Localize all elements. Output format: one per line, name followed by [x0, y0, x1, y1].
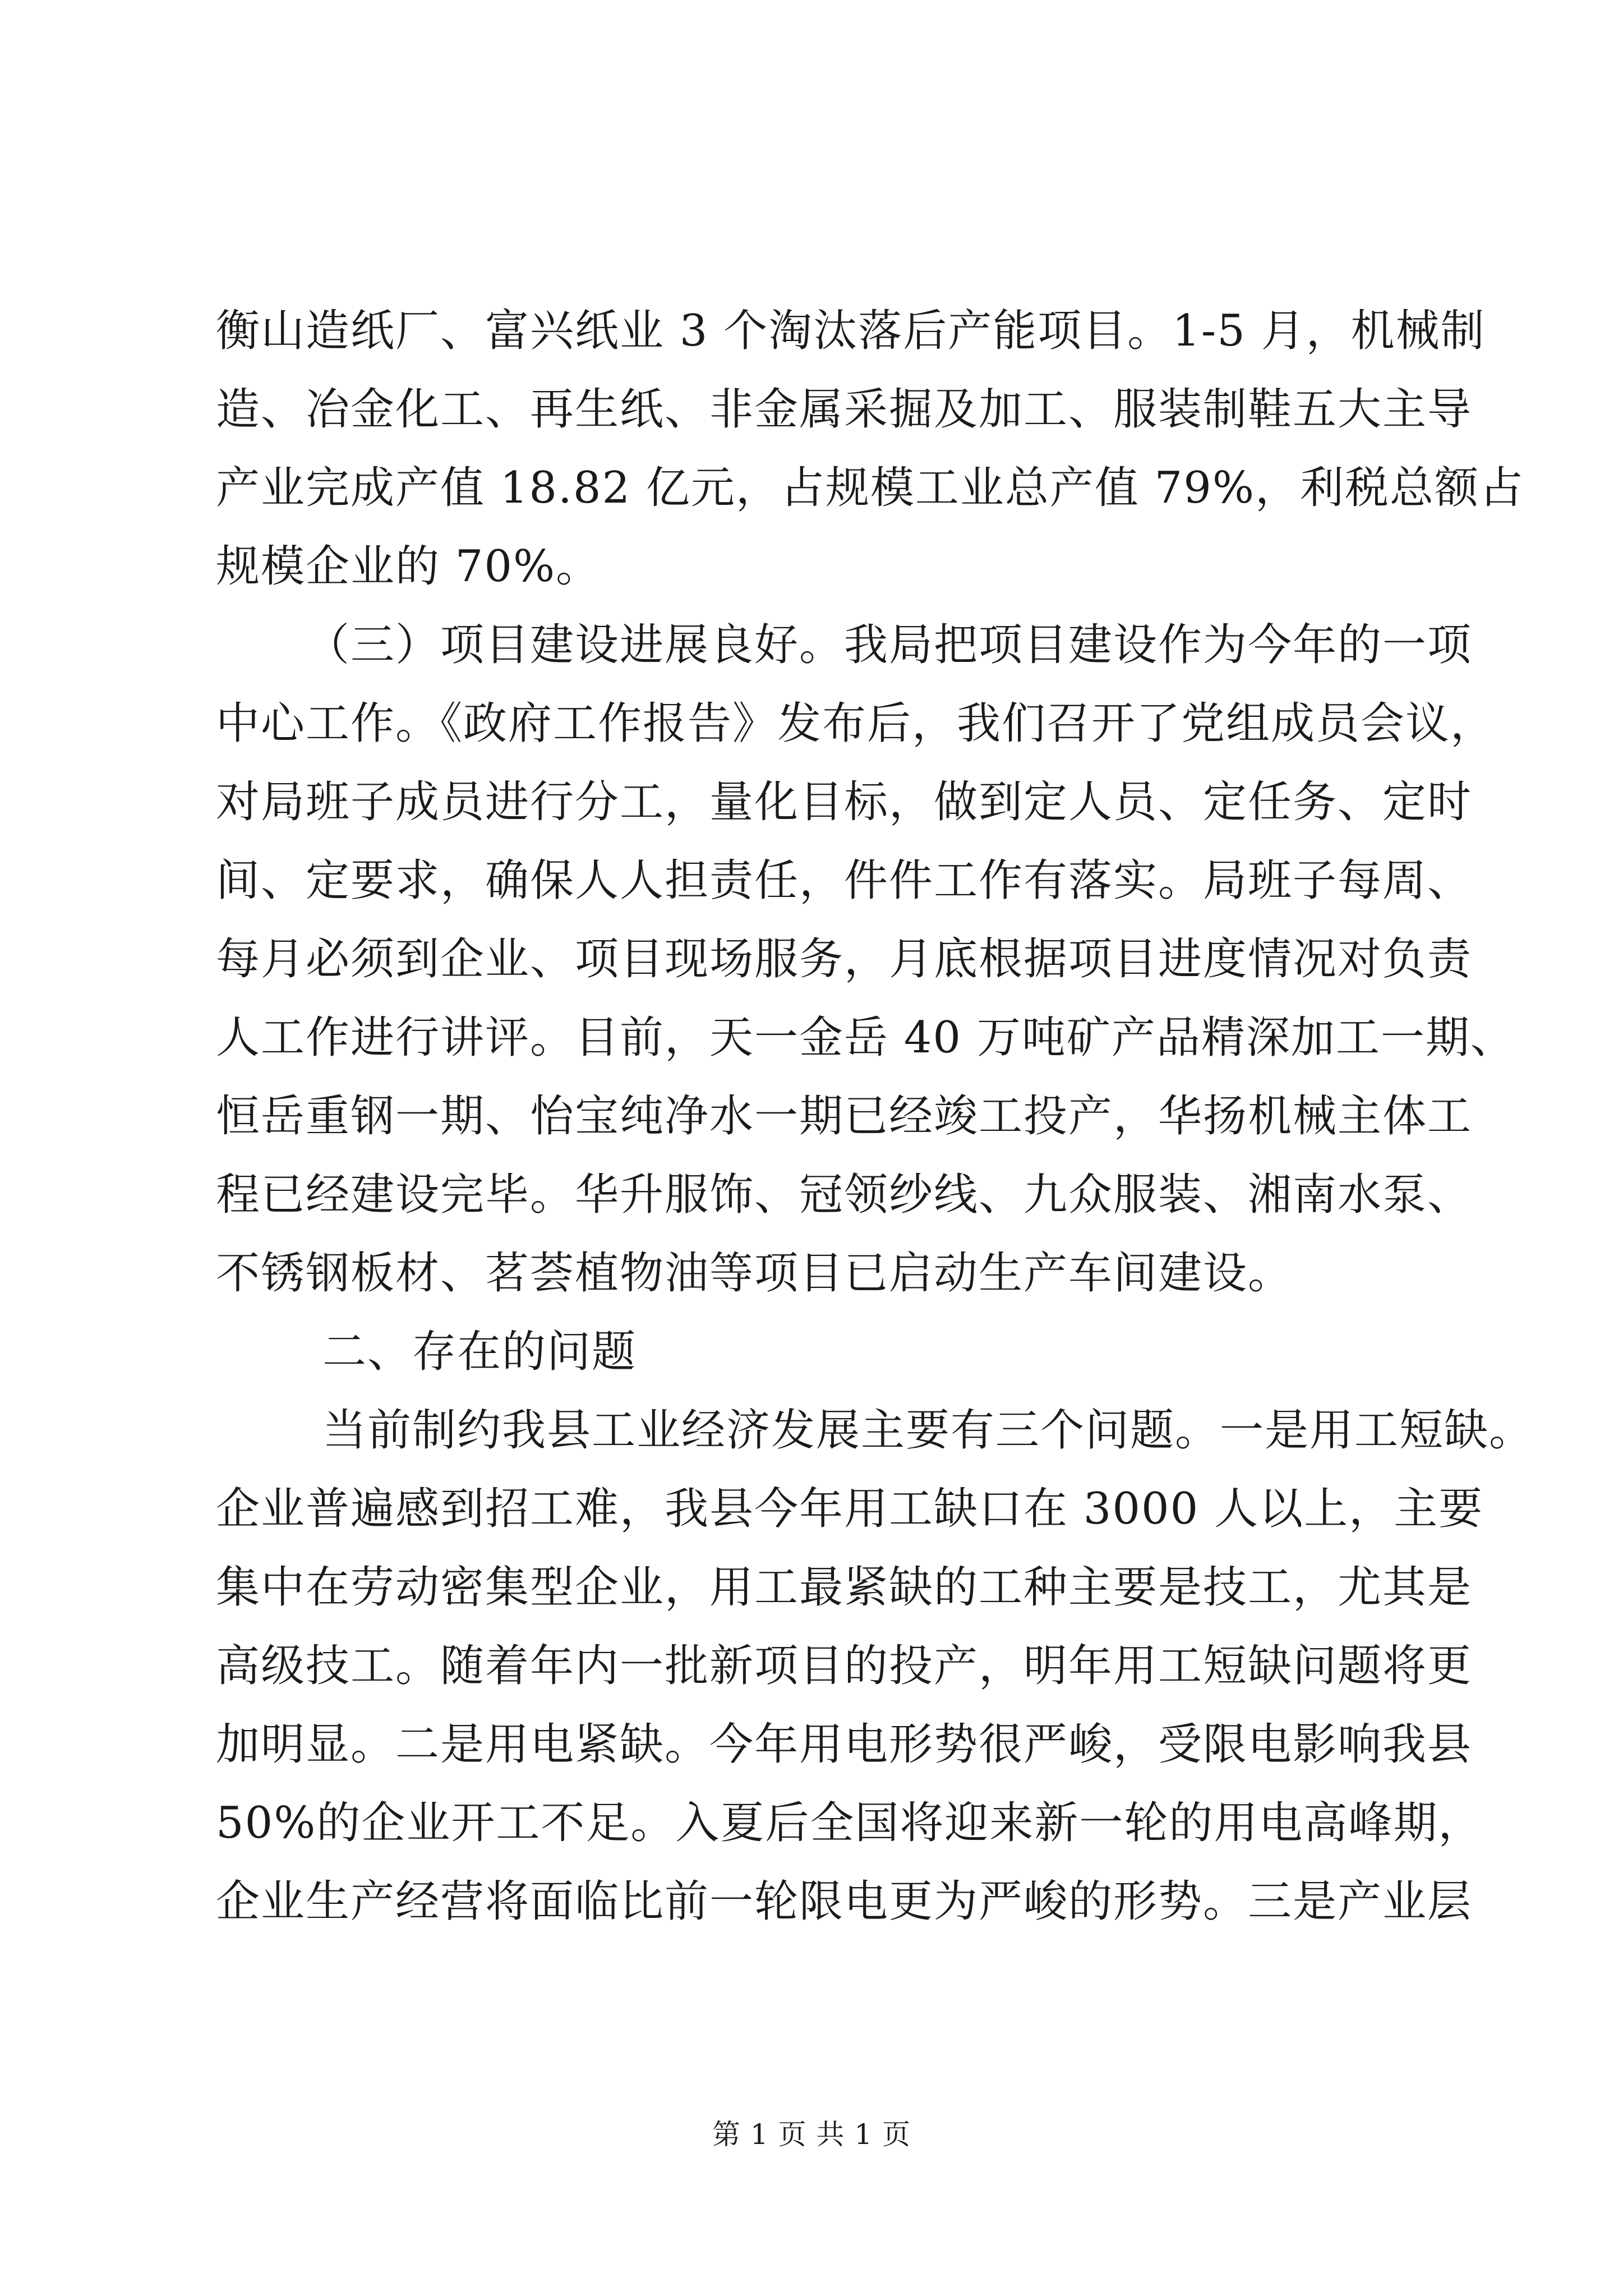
text-line: 程已经建设完毕。华升服饰、冠领纱线、九众服装、湘南水泵、	[216, 1170, 1473, 1220]
text-line: 对局班子成员进行分工，量化目标，做到定人员、定任务、定时	[216, 777, 1473, 827]
text-line: 造、冶金化工、再生纸、非金属采掘及加工、服装制鞋五大主导	[216, 384, 1473, 435]
text-line: 中心工作。《政府工作报告》发布后，我们召开了党组成员会议，	[216, 698, 1496, 749]
text-line: 每月必须到企业、项目现场服务，月底根据项目进度情况对负责	[216, 934, 1473, 984]
text-line: 衡山造纸厂、富兴纸业 3 个淘汰落后产能项目。1-5 月，机械制	[216, 306, 1486, 356]
text-line: 50%的企业开工不足。入夏后全国将迎来新一轮的用电高峰期，	[216, 1798, 1483, 1848]
text-line: 人工作进行讲评。目前，天一金岳 40 万吨矿产品精深加工一期、	[216, 1013, 1515, 1063]
section-heading: 二、存在的问题	[322, 1327, 637, 1377]
text-line: 当前制约我县工业经济发展主要有三个问题。一是用工短缺。	[322, 1405, 1534, 1456]
text-line: 恒岳重钢一期、怡宝纯净水一期已经竣工投产，华扬机械主体工	[216, 1091, 1473, 1142]
text-line: 不锈钢板材、茗荟植物油等项目已启动生产车间建设。	[216, 1248, 1293, 1299]
text-line: 产业完成产值 18.82 亿元，占规模工业总产值 79%，利税总额占	[216, 463, 1525, 513]
text-line: 加明显。二是用电紧缺。今年用电形势很严峻，受限电影响我县	[216, 1719, 1473, 1770]
document-body	[216, 292, 1534, 1941]
page-footer: 第 1 页 共 1 页	[712, 2118, 911, 2151]
text-line: 企业生产经营将面临比前一轮限电更为严峻的形势。三是产业层	[216, 1876, 1473, 1927]
text-line: 集中在劳动密集型企业，用工最紧缺的工种主要是技工，尤其是	[216, 1562, 1473, 1613]
text-line: 企业普遍感到招工难，我县今年用工缺口在 3000 人以上，主要	[216, 1484, 1484, 1534]
text-line: 规模企业的 70%。	[216, 541, 601, 592]
text-line: （三）项目建设进展良好。我局把项目建设作为今年的一项	[306, 620, 1473, 670]
text-line: 高级技工。随着年内一批新项目的投产，明年用工短缺问题将更	[216, 1641, 1473, 1691]
text-line: 间、定要求，确保人人担责任，件件工作有落实。局班子每周、	[216, 855, 1473, 906]
